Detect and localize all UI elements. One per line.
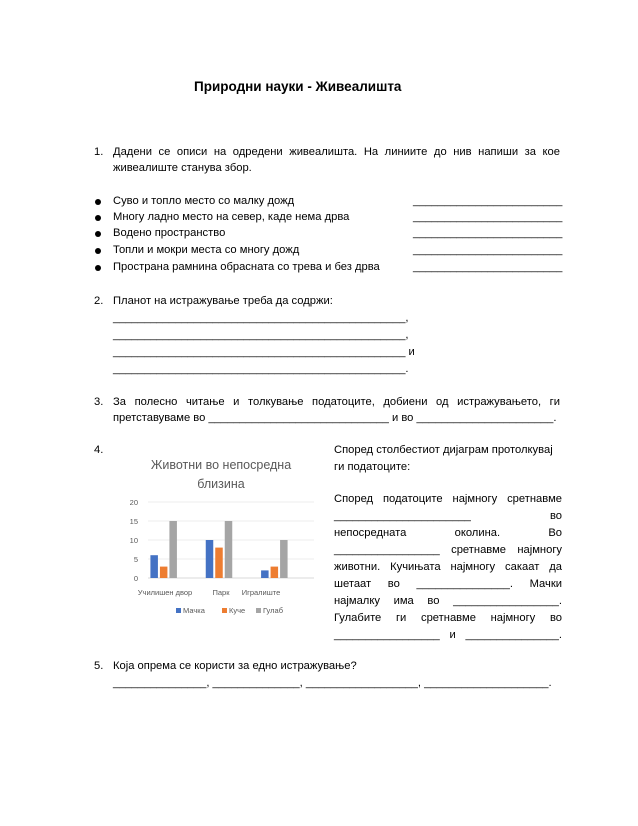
y-tick-label: 10	[129, 536, 138, 545]
q1-item-blank[interactable]: ________________________	[413, 244, 563, 256]
y-tick-label: 15	[129, 517, 138, 526]
bullet-icon	[95, 199, 101, 205]
q4-number: 4.	[94, 444, 104, 456]
bar-Гулаб-Парк	[225, 521, 233, 578]
legend-label: Гулаб	[263, 606, 283, 615]
bar-Куче-Парк	[215, 548, 223, 578]
legend-swatch	[256, 608, 261, 613]
chart-svg	[118, 444, 324, 624]
q4-para-line: непосредната околина. Во	[334, 527, 562, 539]
q1-item-text: Пространа рамнина обрасната со трева и без дрва	[113, 261, 380, 273]
bar-Куче-Училишен двор	[160, 567, 168, 578]
q5-line: Која опрема се користи за едно истражување?	[113, 660, 357, 672]
q1-number: 1.	[94, 146, 104, 158]
x-tick-label: Игралиште	[241, 588, 281, 597]
q4-para-line: Според податоците најмногу сретнавме	[334, 493, 562, 505]
q3-line1: За полесно читање и толкување податоците, добиени од истражувањето, ги	[113, 396, 560, 408]
q1-item-text: Топли и мокри места со многу дожд	[113, 244, 300, 256]
q4-para-line: животни. Кучињата најмногу сакаат да	[334, 561, 562, 573]
y-tick-label: 0	[133, 574, 138, 583]
legend-label: Куче	[229, 606, 246, 615]
chart-title-line2: близина	[197, 477, 245, 491]
q4-para-line: шетаат во _______________. Мачки	[334, 578, 562, 590]
q1-item-blank[interactable]: ________________________	[413, 195, 563, 207]
bar-Мачка-Училишен двор	[150, 555, 158, 578]
q5-number: 5.	[94, 660, 104, 672]
animals-bar-chart	[118, 444, 324, 624]
bullet-icon	[95, 265, 101, 271]
bullet-icon	[95, 215, 101, 221]
q4-para-line: _________________ сретнавме најмногу	[334, 544, 562, 556]
bar-Мачка-Игралиште	[261, 570, 269, 578]
q4-intro-line2: ги податоците:	[334, 461, 411, 473]
q1-item-blank[interactable]: ________________________	[413, 211, 563, 223]
bullet-icon	[95, 248, 101, 254]
q3-line2: претставуваме во _____________________________ и во ______________________.	[113, 412, 557, 424]
y-tick-label: 5	[133, 555, 138, 564]
q1-item-text: Водено пространство	[113, 227, 226, 239]
q1-line1: Дадени се описи на одредени живеалишта. На линиите до нив напиши за кое	[113, 146, 560, 158]
bar-Куче-Игралиште	[271, 567, 279, 578]
q4-para-line: најмалку има во _________________.	[334, 595, 562, 607]
y-tick-label: 20	[129, 498, 138, 507]
legend-swatch	[222, 608, 227, 613]
q2-blank[interactable]: _______________________________________________.	[113, 363, 409, 375]
page-title: Природни науки - Живеалишта	[194, 79, 402, 94]
bullet-icon	[95, 231, 101, 237]
q1-item-blank[interactable]: ________________________	[413, 261, 563, 273]
q2-blank[interactable]: _______________________________________________ и	[113, 346, 415, 358]
q2-line: Планот на истражување треба да содржи:	[113, 295, 333, 307]
chart-title-line1: Животни во непосредна	[150, 458, 292, 472]
q4-para-line: _________________ и _______________.	[334, 629, 562, 641]
legend-label: Мачка	[183, 606, 205, 615]
bar-Гулаб-Училишен двор	[169, 521, 177, 578]
q3-number: 3.	[94, 396, 104, 408]
q1-item-text: Многу ладно место на север, каде нема дрва	[113, 211, 350, 223]
x-tick-label: Училишен двор	[137, 588, 193, 597]
q1-item-blank[interactable]: ________________________	[413, 227, 563, 239]
q1-item-text: Суво и топло место со малку дожд	[113, 195, 295, 207]
q4-intro-line1: Според столбестиот дијаграм протолкувај	[334, 444, 553, 456]
q4-para-line: ______________________ во	[334, 510, 562, 522]
q1-line2: живеалиште станува збор.	[113, 162, 252, 174]
q4-para-line: Гулабите ги сретнавме најмногу во	[334, 612, 562, 624]
q2-blank[interactable]: _______________________________________________,	[113, 329, 409, 341]
x-tick-label: Парк	[212, 588, 230, 597]
bar-Мачка-Парк	[206, 540, 214, 578]
bar-Гулаб-Игралиште	[280, 540, 288, 578]
q5-blanks[interactable]: _______________, ______________, __________________, ____________________.	[113, 677, 552, 689]
legend-swatch	[176, 608, 181, 613]
q2-blank[interactable]: _______________________________________________,	[113, 312, 409, 324]
q2-number: 2.	[94, 295, 104, 307]
